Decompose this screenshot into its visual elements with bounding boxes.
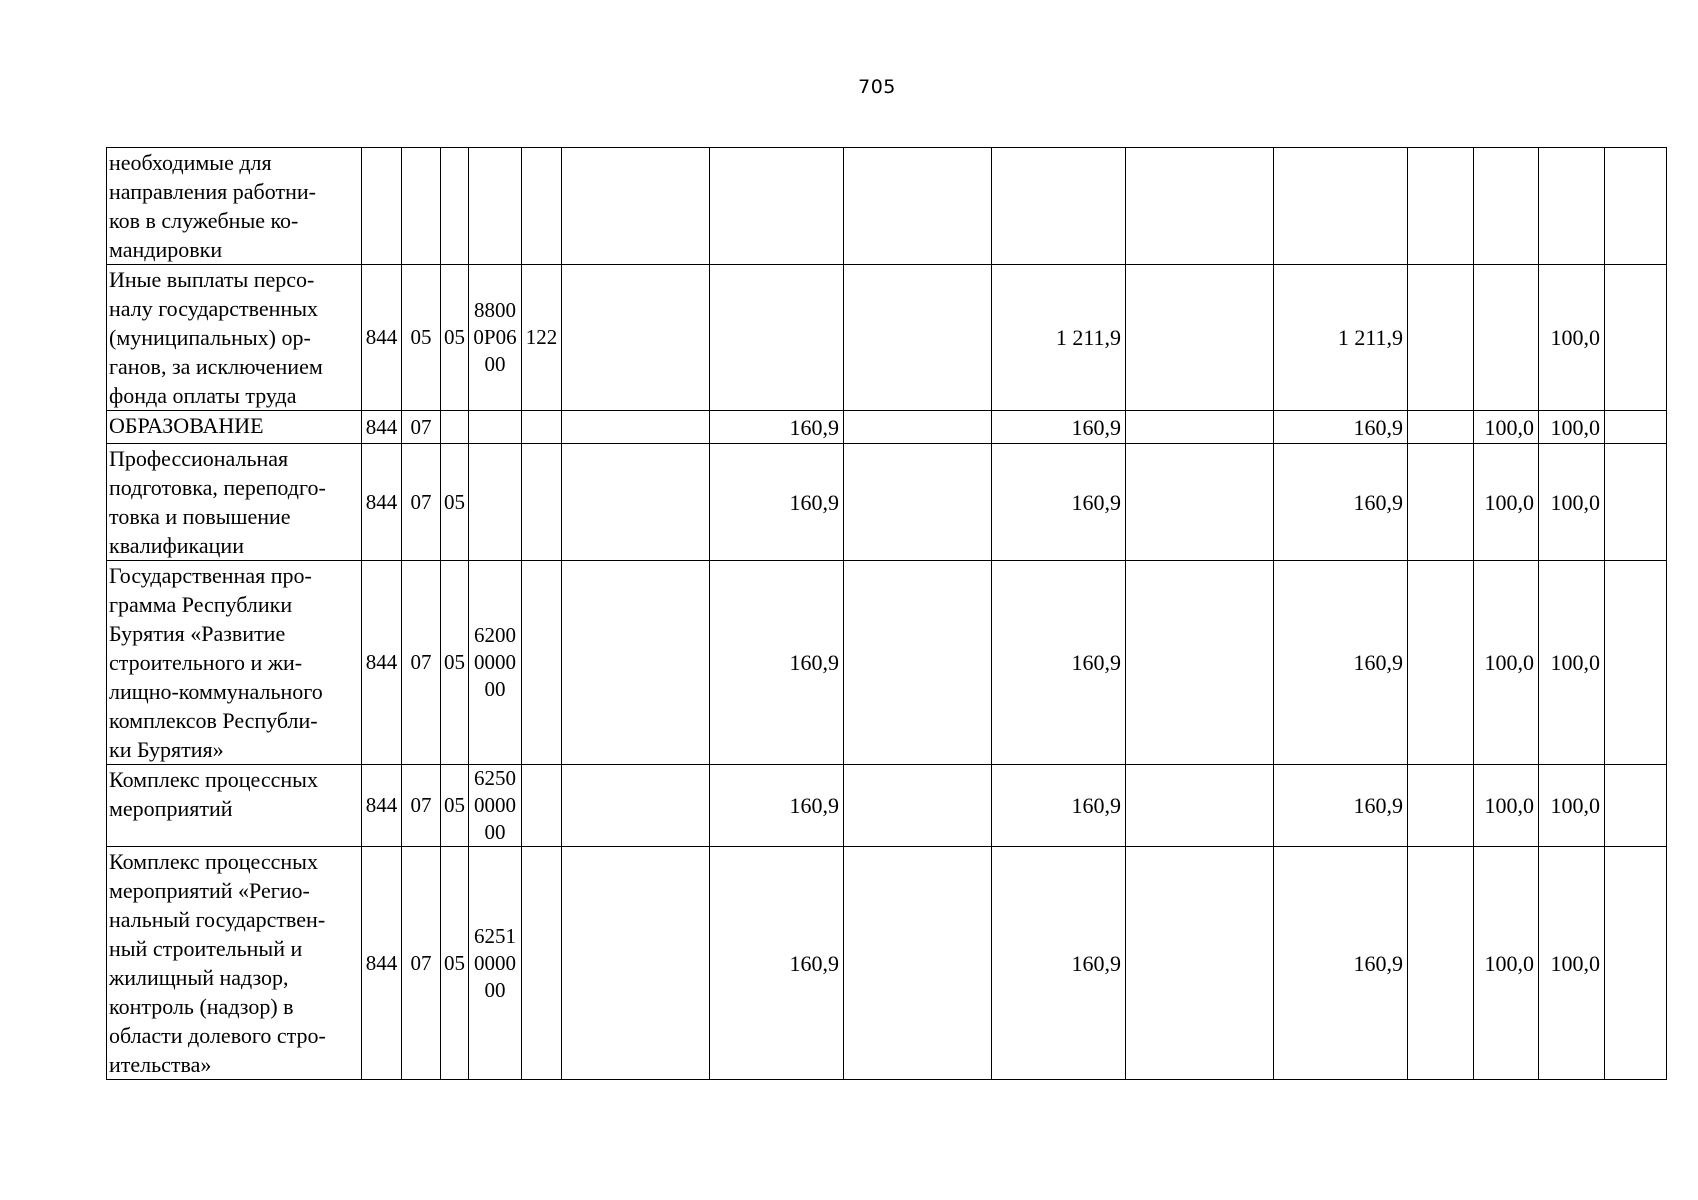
csr-line: 0000	[474, 650, 516, 674]
value-cell	[562, 561, 710, 765]
value-cell	[844, 444, 992, 561]
code-cell-pr: 05	[441, 847, 469, 1080]
value-cell: 100,0	[1474, 561, 1539, 765]
value-cell	[1126, 148, 1274, 265]
csr-line: 0000	[474, 793, 516, 817]
row-name-line: направления работни-	[109, 179, 316, 204]
value-cell	[562, 847, 710, 1080]
value-cell: 100,0	[1539, 765, 1605, 847]
row-name-line: ки Бурятия»	[109, 737, 224, 762]
code-cell-rz: 07	[402, 847, 441, 1080]
value-cell	[844, 847, 992, 1080]
value-cell: 100,0	[1539, 265, 1605, 411]
value-cell	[1126, 265, 1274, 411]
value-cell	[844, 148, 992, 265]
row-name-cell	[107, 561, 362, 765]
value-cell	[562, 148, 710, 265]
code-cell-rz: 07	[402, 411, 441, 444]
value-cell	[992, 148, 1126, 265]
code-cell-gr: 844	[362, 765, 402, 847]
row-name-line: области долевого стро-	[109, 1023, 326, 1048]
value-cell	[1408, 411, 1474, 444]
budget-table	[106, 147, 1667, 1080]
row-name-cell	[107, 765, 362, 847]
row-name-line: ный строительный и	[109, 936, 303, 961]
table-row	[107, 148, 1667, 265]
value-cell: 100,0	[1474, 847, 1539, 1080]
row-name-cell	[107, 444, 362, 561]
value-cell: 100,0	[1474, 411, 1539, 444]
csr-line: 0000	[474, 950, 516, 975]
value-cell: 160,9	[992, 765, 1126, 847]
code-cell-vr	[522, 847, 562, 1080]
row-name-line: необходимые для	[109, 150, 272, 175]
row-name-line: ительства»	[109, 1052, 212, 1077]
csr-line: 6250	[474, 766, 516, 790]
value-cell	[1539, 148, 1605, 265]
csr-line: 6251	[474, 923, 516, 948]
table-row	[107, 411, 1667, 444]
value-cell	[1408, 265, 1474, 411]
csr-line: 00	[484, 352, 506, 376]
row-name-line: Иные выплаты персо-	[109, 267, 315, 292]
value-cell	[1605, 444, 1667, 561]
value-cell: 160,9	[992, 444, 1126, 561]
csr-line: 00	[484, 977, 506, 1002]
row-name-line: Государственная про-	[109, 563, 312, 588]
code-cell-gr	[362, 148, 402, 265]
code-cell-csr	[469, 265, 522, 411]
row-name-line: Комплекс процессных	[109, 849, 318, 874]
value-cell: 1 211,9	[992, 265, 1126, 411]
code-cell-gr: 844	[362, 411, 402, 444]
value-cell	[710, 148, 844, 265]
value-cell: 100,0	[1539, 444, 1605, 561]
table-row	[107, 765, 1667, 847]
row-name-line: товка и повышение	[109, 504, 291, 529]
value-cell	[844, 411, 992, 444]
value-cell	[1408, 561, 1474, 765]
code-cell-csr	[469, 765, 522, 847]
row-name-cell	[107, 148, 362, 265]
value-cell	[1474, 265, 1539, 411]
value-cell	[1605, 561, 1667, 765]
row-name-line: Бурятия «Развитие	[109, 621, 286, 646]
value-cell	[562, 265, 710, 411]
code-cell-vr	[522, 444, 562, 561]
code-cell-rz: 07	[402, 765, 441, 847]
row-name-line: нальный государствен-	[109, 907, 326, 932]
row-name-line: фонда оплаты труда	[109, 383, 297, 408]
code-cell-pr: 05	[441, 765, 469, 847]
code-cell-csr	[469, 444, 522, 561]
value-cell	[1605, 847, 1667, 1080]
value-cell	[1605, 411, 1667, 444]
code-cell-pr: 05	[441, 561, 469, 765]
table-row	[107, 847, 1667, 1080]
value-cell: 160,9	[1274, 411, 1408, 444]
table-body	[107, 148, 1667, 1080]
row-name-cell	[107, 265, 362, 411]
csr-line: 00	[484, 820, 506, 844]
value-cell	[1605, 148, 1667, 265]
row-name-line: квалификации	[109, 533, 244, 558]
row-name-line: жилищный надзор,	[109, 965, 289, 990]
row-name-line: мероприятий «Регио-	[109, 878, 310, 903]
value-cell: 100,0	[1474, 444, 1539, 561]
code-cell-rz: 07	[402, 561, 441, 765]
row-name-line: мандировки	[109, 237, 223, 262]
value-cell	[844, 561, 992, 765]
value-cell	[1274, 148, 1408, 265]
code-cell-csr	[469, 561, 522, 765]
value-cell: 160,9	[1274, 847, 1408, 1080]
code-cell-vr	[522, 561, 562, 765]
value-cell: 160,9	[1274, 561, 1408, 765]
value-cell: 160,9	[992, 847, 1126, 1080]
code-cell-csr	[469, 411, 522, 444]
code-cell-pr	[441, 411, 469, 444]
value-cell	[1126, 561, 1274, 765]
value-cell: 160,9	[1274, 765, 1408, 847]
row-name-line: подготовка, переподго-	[109, 475, 326, 500]
value-cell	[1126, 765, 1274, 847]
row-name-line: контроль (надзор) в	[109, 994, 294, 1019]
table-row	[107, 444, 1667, 561]
csr-line: 0Р06	[473, 325, 517, 349]
value-cell	[562, 765, 710, 847]
value-cell: 160,9	[992, 561, 1126, 765]
value-cell	[844, 265, 992, 411]
value-cell	[1605, 765, 1667, 847]
value-cell: 1 211,9	[1274, 265, 1408, 411]
code-cell-rz: 05	[402, 265, 441, 411]
value-cell	[1408, 148, 1474, 265]
value-cell: 160,9	[710, 444, 844, 561]
value-cell	[562, 411, 710, 444]
value-cell	[1126, 444, 1274, 561]
code-cell-vr: 122	[522, 265, 562, 411]
table-row	[107, 265, 1667, 411]
value-cell: 160,9	[1274, 444, 1408, 561]
table-row	[107, 561, 1667, 765]
code-cell-vr	[522, 148, 562, 265]
value-cell: 100,0	[1474, 765, 1539, 847]
code-cell-csr	[469, 148, 522, 265]
row-name-line: ганов, за исключением	[109, 354, 323, 379]
value-cell: 100,0	[1539, 561, 1605, 765]
code-cell-vr	[522, 411, 562, 444]
code-cell-pr: 05	[441, 444, 469, 561]
value-cell: 100,0	[1539, 847, 1605, 1080]
csr-line: 8800	[474, 298, 516, 322]
value-cell	[1126, 411, 1274, 444]
value-cell	[1408, 847, 1474, 1080]
value-cell	[844, 765, 992, 847]
value-cell	[1126, 847, 1274, 1080]
page-number: 705	[858, 76, 896, 98]
row-name-cell	[107, 411, 362, 444]
row-name-line: Комплекс процессных	[109, 767, 318, 792]
row-name-line: мероприятий	[109, 796, 233, 821]
row-name-line: ОБРАЗОВАНИЕ	[109, 413, 264, 438]
row-name-cell	[107, 847, 362, 1080]
value-cell: 160,9	[992, 411, 1126, 444]
code-cell-gr: 844	[362, 265, 402, 411]
row-name-line: Профессиональная	[109, 446, 289, 471]
row-name-line: лищно-коммунального	[109, 679, 323, 704]
row-name-line: строительного и жи-	[109, 650, 303, 675]
code-cell-rz	[402, 148, 441, 265]
code-cell-csr	[469, 847, 522, 1080]
value-cell	[1605, 265, 1667, 411]
value-cell: 160,9	[710, 847, 844, 1080]
value-cell	[1408, 444, 1474, 561]
value-cell	[562, 444, 710, 561]
value-cell: 160,9	[710, 765, 844, 847]
code-cell-gr: 844	[362, 444, 402, 561]
row-name-line: грамма Республики	[109, 592, 293, 617]
code-cell-rz: 07	[402, 444, 441, 561]
value-cell	[1408, 765, 1474, 847]
csr-line: 00	[484, 677, 506, 701]
value-cell: 160,9	[710, 411, 844, 444]
row-name-line: ков в служебные ко-	[109, 208, 299, 233]
value-cell	[710, 265, 844, 411]
code-cell-gr: 844	[362, 561, 402, 765]
code-cell-gr: 844	[362, 847, 402, 1080]
value-cell	[1474, 148, 1539, 265]
code-cell-vr	[522, 765, 562, 847]
code-cell-pr: 05	[441, 265, 469, 411]
value-cell: 100,0	[1539, 411, 1605, 444]
csr-line: 6200	[474, 623, 516, 647]
row-name-line: комплексов Республи-	[109, 708, 318, 733]
row-name-line: налу государственных	[109, 296, 319, 321]
code-cell-pr	[441, 148, 469, 265]
value-cell: 160,9	[710, 561, 844, 765]
row-name-line: (муниципальных) ор-	[109, 325, 311, 350]
